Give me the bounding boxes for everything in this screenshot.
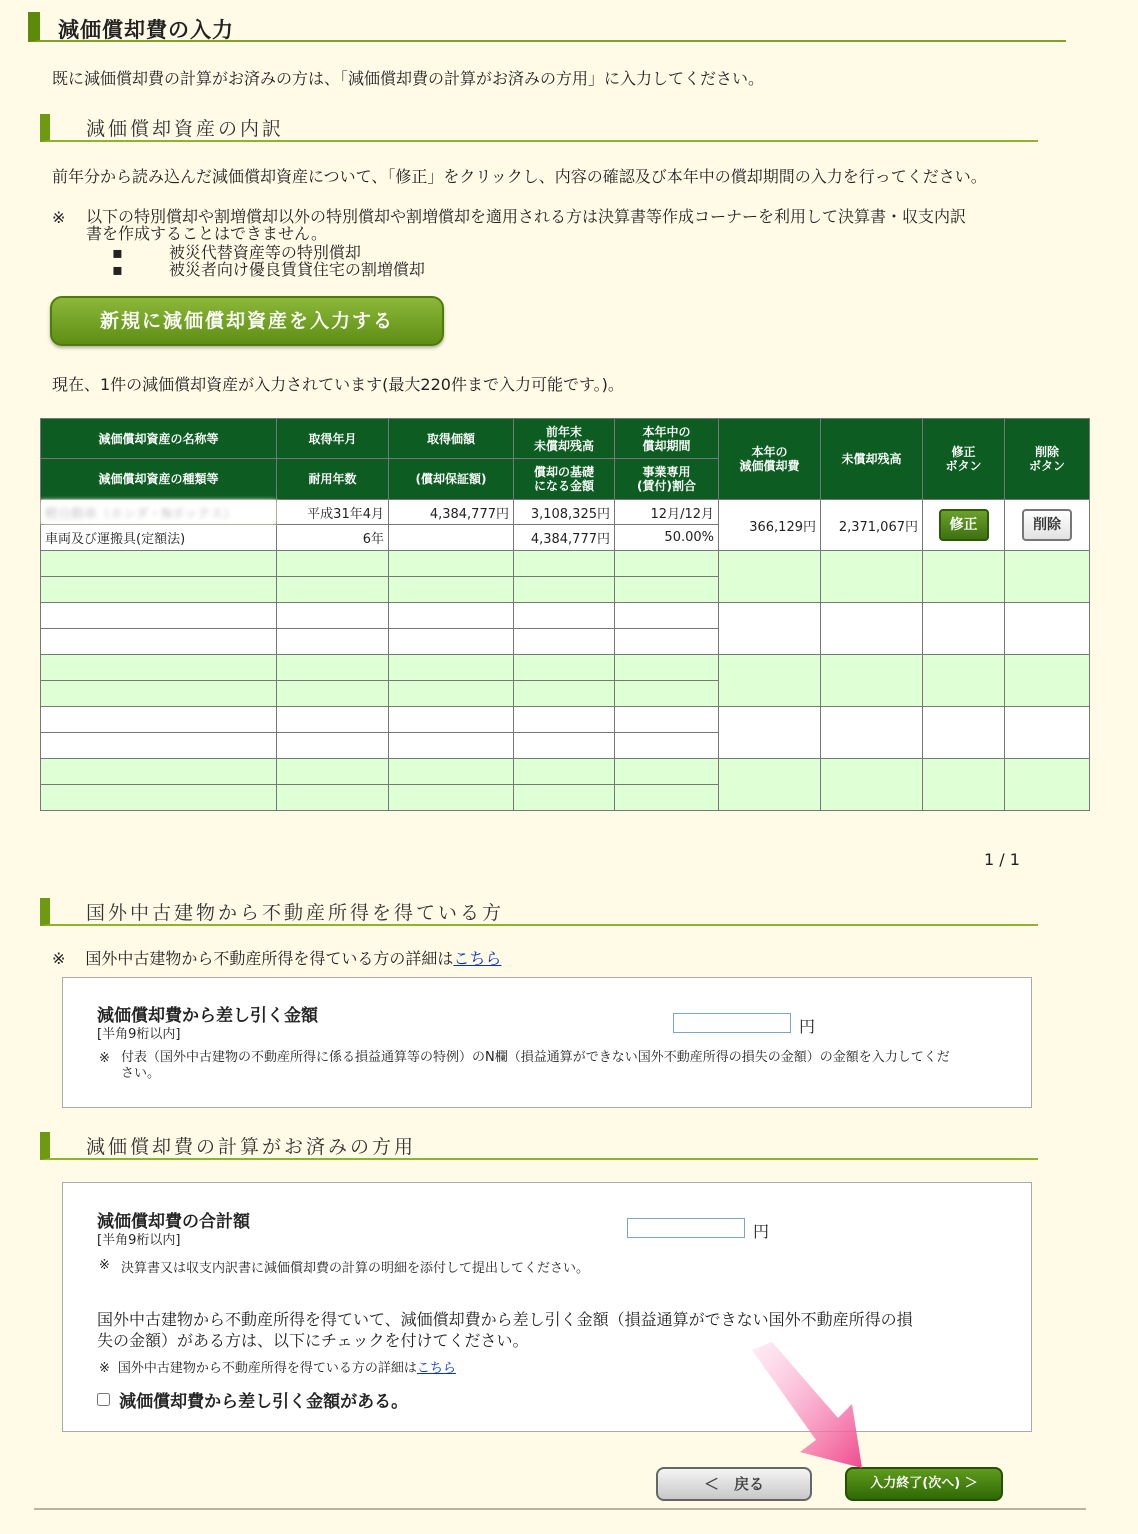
- done-section-title: 減価償却費の計算がお済みの方用: [86, 1136, 417, 1158]
- deduct-checkbox-row[interactable]: [97, 1387, 408, 1412]
- back-button[interactable]: ＜ 戻る: [656, 1467, 812, 1501]
- small-detail-link[interactable]: こちら: [416, 1361, 456, 1376]
- col-type: 減価償却資産の種類等: [41, 459, 277, 500]
- table-row: [41, 551, 1090, 577]
- attach-note: 決算書又は収支内訳書に減価償却費の計算の明細を添付して提出してください。: [121, 1261, 590, 1276]
- col-period: 本年中の 償却期間: [615, 419, 719, 459]
- asset-count-text: 現在、1件の減価償却資産が入力されています(最大220件まで入力可能です。)。: [52, 375, 624, 394]
- col-ratio: 事業専用 (賃付)割合: [615, 459, 719, 500]
- col-guarantee: (償却保証額): [389, 459, 514, 500]
- col-name: 減価償却資産の名称等: [41, 419, 277, 459]
- overseas-section-title: 国外中古建物から不動産所得を得ている方: [86, 902, 505, 924]
- pagination: 1 / 1: [984, 850, 1020, 869]
- asset-cost: 4,384,777円: [389, 500, 514, 525]
- total-depreciation-unit: 円: [753, 1222, 770, 1241]
- total-depreciation-label: 減価償却費の合計額: [97, 1212, 250, 1232]
- delete-button[interactable]: 削除: [1022, 509, 1072, 541]
- table-row: [41, 655, 1090, 681]
- bullet-list: [112, 244, 425, 278]
- note-line-2: 書を作成することはできません。: [86, 224, 327, 243]
- asset-acquired: 平成31年4月: [277, 500, 389, 525]
- deduct-amount-label: 減価償却費から差し引く金額: [97, 1006, 318, 1026]
- bullet-item: ▪ 被災代替資産等の特別償却: [112, 243, 361, 262]
- bullet-item: ▪ 被災者向け優良賃貸住宅の割増償却: [112, 260, 425, 279]
- note-line-1: 以下の特別償却や割増償却以外の特別償却や割増償却を適用される方は決算書等作成コーナーを利用して決算書・収支内訳: [86, 207, 967, 226]
- done-box: [62, 1182, 1032, 1432]
- attach-note-mark: ※: [99, 1258, 110, 1273]
- assets-section-title: 減価償却資産の内訳: [86, 118, 285, 140]
- delete-cell: [1005, 500, 1090, 551]
- col-prev-balance: 前年末 未償却残高: [514, 419, 615, 459]
- note-mark: ※: [52, 208, 66, 227]
- deduct-note: 付表（国外中古建物の不動産所得に係る損益通算等の特例）のN欄（損益通算ができない国外不動産所得の損失の金額）の金額を入力してくだ さい。: [121, 1050, 950, 1081]
- asset-basis: 4,384,777円: [514, 525, 615, 551]
- assets-table: [40, 418, 1090, 811]
- asset-life: 6年: [277, 525, 389, 551]
- table-header-row-1: [41, 419, 1090, 459]
- table-row: [41, 707, 1090, 733]
- col-life: 耐用年数: [277, 459, 389, 500]
- page-title: 減価償却費の入力: [58, 18, 234, 42]
- check-instruction: 国外中古建物から不動産所得を得ていて、減価償却費から差し引く金額（損益通算ができない国外不動産所得の損 失の金額）がある方は、以下にチェックを付けてください。: [97, 1310, 913, 1350]
- asset-type: 車両及び運搬具(定額法): [41, 525, 277, 551]
- col-cost: 取得価額: [389, 419, 514, 459]
- asset-balance: 2,371,067円: [821, 500, 923, 551]
- small-note: ※ 国外中古建物から不動産所得を得ている方の詳細はこちら: [99, 1361, 456, 1376]
- table-row: [41, 603, 1090, 629]
- col-delete: 削除 ボタン: [1005, 419, 1090, 500]
- overseas-detail-link[interactable]: こちら: [453, 949, 502, 968]
- col-edit: 修正 ボタン: [923, 419, 1005, 500]
- next-button[interactable]: 入力終了(次へ) ＞: [845, 1467, 1003, 1501]
- intro-text: 既に減価償却費の計算がお済みの方は、「減価償却費の計算がお済みの方用」に入力してください。: [52, 69, 765, 88]
- deduct-amount-unit: 円: [799, 1017, 816, 1036]
- total-depreciation-input[interactable]: [627, 1218, 745, 1238]
- overseas-section-header: [40, 898, 1038, 926]
- total-depreciation-hint: [半角9桁以内]: [97, 1233, 181, 1248]
- deduct-note-mark: ※: [99, 1051, 110, 1066]
- bullet-icon: ▪: [112, 260, 123, 279]
- overseas-box: [62, 977, 1032, 1108]
- deduct-checkbox[interactable]: [97, 1393, 110, 1406]
- asset-prev-balance: 3,108,325円: [514, 500, 615, 525]
- page-title-bar: [28, 12, 1066, 42]
- assets-section-header: [40, 114, 1038, 142]
- done-section-header: [40, 1132, 1038, 1160]
- new-asset-button[interactable]: 新規に減価償却資産を入力する: [50, 296, 444, 346]
- asset-guarantee: [389, 525, 514, 551]
- asset-depreciation: 366,129円: [719, 500, 821, 551]
- pointer-arrow-icon: [740, 1340, 880, 1480]
- asset-name: 軽自動車（ホンダ・Nボックス）: [41, 500, 277, 525]
- table-row: [41, 500, 1090, 525]
- table-row: [41, 759, 1090, 785]
- assets-desc: 前年分から読み込んだ減価償却資産について、「修正」をクリックし、内容の確認及び本年中の償却期間の入力を行ってください。: [52, 167, 987, 186]
- deduct-amount-input[interactable]: [673, 1013, 791, 1033]
- note-text: [86, 208, 966, 242]
- bullet-icon: ▪: [112, 243, 123, 262]
- col-acquired: 取得年月: [277, 419, 389, 459]
- deduct-amount-hint: [半角9桁以内]: [97, 1027, 181, 1042]
- asset-period: 12月/12月: [615, 500, 719, 525]
- deduct-checkbox-label: 減価償却費から差し引く金額がある。: [119, 1392, 409, 1412]
- col-depreciation: 本年の 減価償却費: [719, 419, 821, 500]
- overseas-note: ※ 国外中古建物から不動産所得を得ている方の詳細はこちら: [52, 949, 502, 968]
- col-basis: 償却の基礎 になる金額: [514, 459, 615, 500]
- footer-divider: [34, 1508, 1086, 1510]
- asset-ratio: 50.00%: [615, 525, 719, 551]
- edit-button[interactable]: 修正: [939, 509, 989, 541]
- edit-cell: [923, 500, 1005, 551]
- col-balance: 未償却残高: [821, 419, 923, 500]
